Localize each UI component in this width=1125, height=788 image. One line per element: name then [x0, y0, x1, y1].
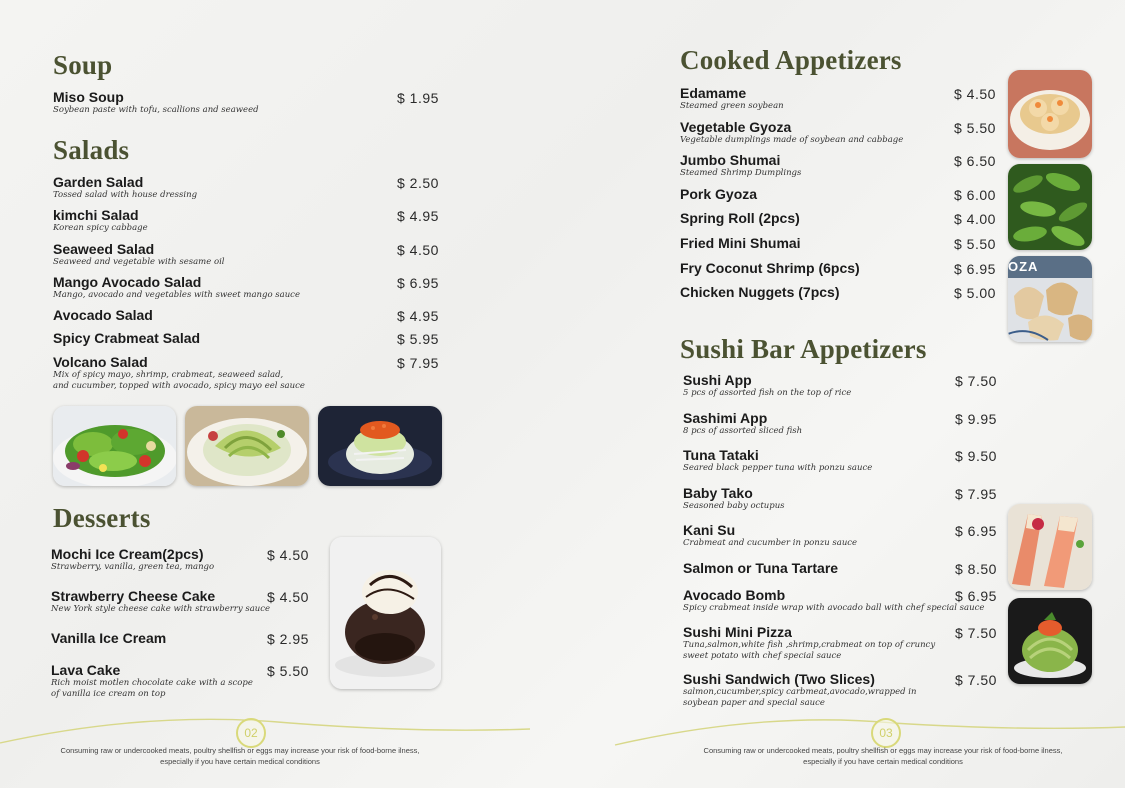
- item-price: $ 7.95: [955, 486, 997, 502]
- item-price: $ 6.95: [397, 275, 439, 291]
- item-description-line2: soybean paper and special sauce: [683, 698, 825, 708]
- menu-item: [53, 208, 438, 234]
- menu-item: [683, 486, 1003, 512]
- menu-item: [53, 275, 438, 301]
- item-description: Korean spicy cabbage: [53, 223, 148, 233]
- notice-line: Consuming raw or undercooked meats, poultry shellfish or eggs may increase your risk of food-borne ilness,: [60, 746, 420, 755]
- avocado-salad-photo: [185, 406, 309, 486]
- volcano-salad-photo: [318, 406, 442, 486]
- item-name: Avocado Bomb: [683, 587, 786, 603]
- item-name: Jumbo Shumai: [680, 152, 781, 168]
- item-price: $ 7.50: [955, 672, 997, 688]
- menu-item: [683, 411, 1003, 437]
- menu-page-left: [0, 0, 562, 788]
- menu-item: [53, 308, 438, 323]
- item-name: Strawberry Cheese Cake: [51, 588, 216, 604]
- item-price: $ 4.95: [397, 308, 439, 324]
- item-price: $ 4.00: [954, 211, 996, 227]
- item-price: $ 7.50: [955, 373, 997, 389]
- item-description-line2: of vanilla ice cream on top: [51, 689, 166, 699]
- item-description: Crabmeat and cucumber in ponzu sauce: [683, 538, 858, 548]
- menu-item: [51, 663, 311, 700]
- item-description: Seared black pepper tuna with ponzu sauce: [683, 463, 873, 473]
- menu-item: [53, 331, 438, 346]
- section-title-cooked-appetizers: Cooked Appetizers: [680, 45, 902, 75]
- avocado-bomb-photo: [1008, 598, 1092, 684]
- item-name: Baby Tako: [683, 485, 753, 501]
- menu-item: [680, 153, 1000, 179]
- item-name: Sushi Mini Pizza: [683, 624, 792, 640]
- item-description: Tossed salad with house dressing: [53, 190, 198, 200]
- item-description-line2: and cucumber, topped with avocado, spicy mayo eel sauce: [53, 381, 305, 391]
- item-price: $ 9.95: [955, 411, 997, 427]
- item-name: Edamame: [680, 85, 747, 101]
- menu-item: [680, 86, 1000, 112]
- menu-item: [53, 355, 438, 392]
- item-price: $ 5.95: [397, 331, 439, 347]
- item-description: 8 pcs of assorted sliced fish: [683, 426, 803, 436]
- item-description: Spicy crabmeat inside wrap with avocado ball with chef special sauce: [683, 603, 985, 613]
- menu-item: [680, 211, 1000, 226]
- item-price: $ 5.00: [954, 285, 996, 301]
- menu-item: [680, 285, 1000, 300]
- item-price: $ 7.95: [397, 355, 439, 371]
- item-description: Strawberry, vanilla, green tea, mango: [51, 562, 215, 572]
- item-name: Sushi App: [683, 372, 752, 388]
- item-description: Tuna,salmon,white fish ,shrimp,crabmeat on top of cruncy: [683, 640, 936, 650]
- item-name: Seaweed Salad: [53, 241, 155, 257]
- menu-item: [683, 373, 1003, 399]
- item-price: $ 5.50: [954, 236, 996, 252]
- menu-item: [53, 175, 438, 201]
- lava-cake-photo: [330, 537, 441, 689]
- item-price: $ 2.95: [267, 631, 309, 647]
- item-price: $ 6.50: [954, 153, 996, 169]
- item-description: Mango, avocado and vegetables with sweet mango sauce: [53, 290, 300, 300]
- item-name: Kani Su: [683, 522, 736, 538]
- item-price: $ 6.95: [954, 261, 996, 277]
- menu-item: [683, 672, 1003, 709]
- menu-item: [53, 242, 438, 268]
- menu-item: [683, 448, 1003, 474]
- item-name: Vegetable Gyoza: [680, 119, 792, 135]
- food-safety-notice: [40, 745, 440, 767]
- gyoza-photo: [1008, 256, 1092, 342]
- item-description: salmon,cucumber,spicy carbmeat,avocado,wrapped in: [683, 687, 917, 697]
- menu-item: [53, 90, 438, 116]
- item-price: $ 1.95: [397, 90, 439, 106]
- item-price: $ 6.00: [954, 187, 996, 203]
- menu-page-right: [563, 0, 1125, 788]
- item-price: $ 8.50: [955, 561, 997, 577]
- item-price: $ 9.50: [955, 448, 997, 464]
- notice-line: Consuming raw or undercooked meats, poultry shellfish or eggs may increase your risk of food-borne ilness,: [703, 746, 1063, 755]
- menu-item: [51, 631, 311, 646]
- page-number: 03: [871, 718, 901, 748]
- menu-item: [683, 561, 1003, 576]
- section-title-desserts: Desserts: [53, 503, 151, 533]
- section-title-sushi-bar-appetizers: Sushi Bar Appetizers: [680, 334, 927, 364]
- item-name: Mochi Ice Cream(2pcs): [51, 546, 204, 562]
- item-price: $ 4.50: [267, 589, 309, 605]
- item-description-line2: sweet potato with chef special sauce: [683, 651, 842, 661]
- menu-item: [680, 120, 1000, 146]
- item-name: Tuna Tataki: [683, 447, 759, 463]
- item-description: Seasoned baby octupus: [683, 501, 785, 511]
- page-number: 02: [236, 718, 266, 748]
- item-name: Chicken Nuggets (7pcs): [680, 284, 840, 300]
- item-name: Mango Avocado Salad: [53, 274, 202, 290]
- item-name: Fried Mini Shumai: [680, 235, 801, 251]
- item-name: Miso Soup: [53, 89, 124, 105]
- menu-item: [51, 589, 311, 615]
- item-price: $ 5.50: [267, 663, 309, 679]
- item-description: New York style cheese cake with strawberry sauce: [51, 604, 271, 614]
- item-name: Sushi Sandwich (Two Slices): [683, 671, 875, 687]
- item-price: $ 4.50: [267, 547, 309, 563]
- menu-item: [680, 236, 1000, 251]
- menu-item: [683, 625, 1003, 662]
- menu-item: [680, 187, 1000, 202]
- notice-line: especially if you have certain medical conditions: [160, 757, 320, 766]
- item-description: Soybean paste with tofu, scallions and seaweed: [53, 105, 259, 115]
- item-price: $ 2.50: [397, 175, 439, 191]
- menu-item: [680, 261, 1000, 276]
- item-name: Avocado Salad: [53, 307, 153, 323]
- food-safety-notice: [683, 745, 1083, 767]
- item-name: Volcano Salad: [53, 354, 148, 370]
- item-name: Salmon or Tuna Tartare: [683, 560, 839, 576]
- shumai-photo: [1008, 70, 1092, 158]
- item-price: $ 4.95: [397, 208, 439, 224]
- photo-caption: OZA: [1008, 259, 1039, 274]
- item-price: $ 6.95: [955, 523, 997, 539]
- item-name: Garden Salad: [53, 174, 144, 190]
- tuna-tataki-photo: [1008, 504, 1092, 590]
- menu-item: [683, 523, 1003, 549]
- item-name: Spring Roll (2pcs): [680, 210, 800, 226]
- edamame-photo: [1008, 164, 1092, 250]
- notice-line: especially if you have certain medical conditions: [803, 757, 963, 766]
- item-name: Fry Coconut Shrimp (6pcs): [680, 260, 860, 276]
- item-description: Steamed green soybean: [680, 101, 784, 111]
- item-name: Spicy Crabmeat Salad: [53, 330, 201, 346]
- section-title-salads: Salads: [53, 135, 130, 165]
- item-description: Vegetable dumplings made of soybean and cabbage: [680, 135, 904, 145]
- item-description: Steamed Shrimp Dumplings: [680, 168, 802, 178]
- item-name: Pork Gyoza: [680, 186, 758, 202]
- item-name: Lava Cake: [51, 662, 121, 678]
- item-price: $ 4.50: [397, 242, 439, 258]
- item-price: $ 4.50: [954, 86, 996, 102]
- item-price: $ 6.95: [955, 588, 997, 604]
- menu-item: [683, 588, 1003, 614]
- section-title-soup: Soup: [53, 50, 113, 80]
- item-description: Mix of spicy mayo, shrimp, crabmeat, seaweed salad,: [53, 370, 284, 380]
- item-name: Vanilla Ice Cream: [51, 630, 167, 646]
- menu-item: [51, 547, 311, 573]
- item-price: $ 5.50: [954, 120, 996, 136]
- garden-salad-photo: [53, 406, 176, 486]
- item-description: 5 pcs of assorted fish on the top of rice: [683, 388, 852, 398]
- item-description: Seaweed and vegetable with sesame oil: [53, 257, 225, 267]
- item-description: Rich moist motlen chocolate cake with a scope: [51, 678, 253, 688]
- item-price: $ 7.50: [955, 625, 997, 641]
- item-name: Sashimi App: [683, 410, 768, 426]
- item-name: kimchi Salad: [53, 207, 139, 223]
